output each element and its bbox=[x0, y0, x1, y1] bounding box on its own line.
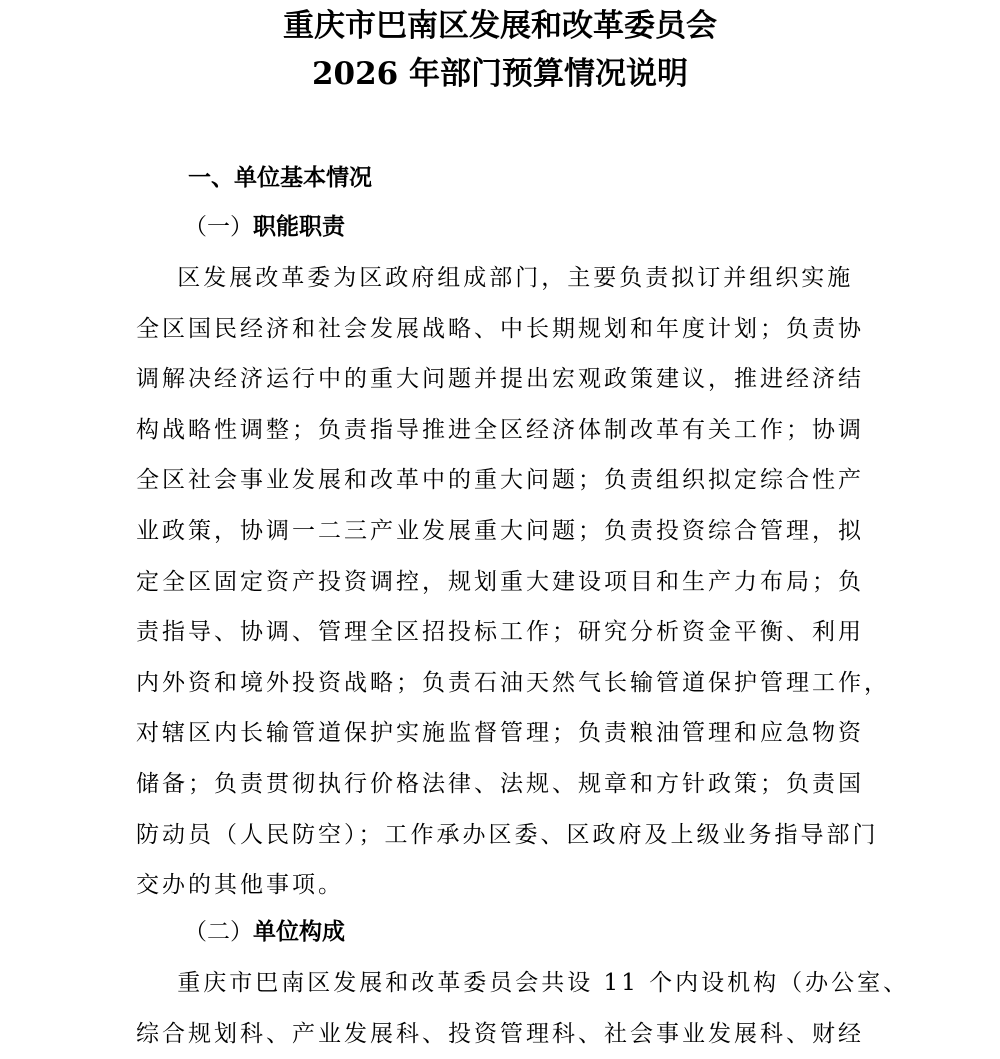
paragraph-line: 对辖区内长输管道保护实施监督管理；负责粮油管理和应急物资 bbox=[136, 720, 864, 747]
paragraph-line: 区发展改革委为区政府组成部门，主要负责拟订并组织实施 bbox=[136, 265, 854, 291]
paragraph-line: 内外资和境外投资战略；负责石油天然气长输管道保护管理工作， bbox=[136, 669, 890, 696]
document-title-line-2: 2026 年部门预算情况说明 bbox=[311, 56, 689, 92]
subsection-heading-structure bbox=[184, 914, 345, 950]
paragraph-line: 全区社会事业发展和改革中的重大问题；负责组织拟定综合性产 bbox=[136, 467, 864, 494]
paragraph-line: 调解决经济运行中的重大问题并提出宏观政策建议，推进经济结 bbox=[136, 366, 864, 393]
paragraph-line: 责指导、协调、管理全区招投标工作；研究分析资金平衡、利用 bbox=[136, 619, 864, 646]
document-title-line-1: 重庆市巴南区发展和改革委员会 bbox=[283, 8, 717, 44]
subsection-number: （二） bbox=[184, 919, 253, 945]
paragraph-line: 储备；负责贯彻执行价格法律、法规、规章和方针政策；负责国 bbox=[136, 770, 864, 797]
paragraph-line: 综合规划科、产业发展科、投资管理科、社会事业发展科、财经 bbox=[136, 1020, 864, 1047]
subsection-title: 职能职责 bbox=[253, 213, 345, 240]
paragraph-duties bbox=[136, 253, 890, 911]
subsection-number: （一） bbox=[184, 214, 253, 240]
subsection-heading-duties bbox=[184, 209, 345, 245]
paragraph-line: 全区国民经济和社会发展战略、中长期规划和年度计划；负责协 bbox=[136, 315, 864, 342]
paragraph-line: 业政策，协调一二三产业发展重大问题；负责投资综合管理，拟 bbox=[136, 517, 864, 544]
paragraph-line: 定全区固定资产投资调控，规划重大建设项目和生产力布局；负 bbox=[136, 568, 864, 595]
subsection-title: 单位构成 bbox=[253, 918, 345, 945]
paragraph-line: 交办的其他事项。 bbox=[136, 872, 344, 899]
section-heading-basic-info: 一、单位基本情况 bbox=[188, 165, 372, 191]
paragraph-line: 重庆市巴南区发展和改革委员会共设 11 个内设机构（办公室、 bbox=[136, 970, 910, 996]
paragraph-line: 防动员（人民防空）；工作承办区委、区政府及上级业务指导部门 bbox=[136, 821, 879, 848]
paragraph-structure bbox=[136, 958, 909, 1059]
paragraph-line: 构战略性调整；负责指导推进全区经济体制改革有关工作；协调 bbox=[136, 416, 864, 443]
